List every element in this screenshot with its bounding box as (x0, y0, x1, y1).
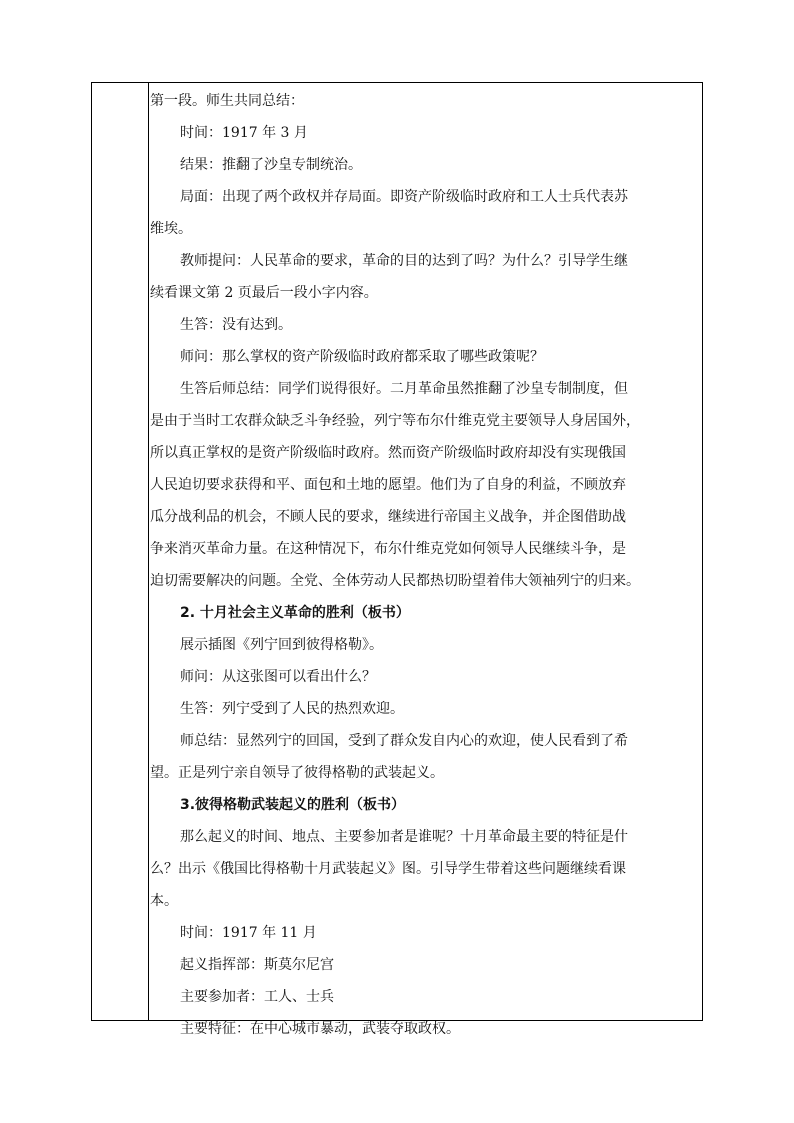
paragraph-line: 迫切需要解决的问题。全党、全体劳动人民都热切盼望着伟大领袖列宁的归来。 (150, 573, 640, 589)
section-heading: 3.彼得格勒武装起义的胜利（板书） (180, 797, 406, 813)
paragraph-line: 本。 (150, 893, 178, 909)
paragraph-line: 望。正是列宁亲自领导了彼得格勒的武装起义。 (150, 765, 444, 781)
paragraph-line: 生答：列宁受到了人民的热烈欢迎。 (180, 701, 404, 717)
paragraph-line: 生答：没有达到。 (180, 317, 292, 333)
paragraph-line: 主要参加者：工人、士兵 (180, 989, 334, 1005)
lesson-content-cell (150, 83, 702, 1037)
paragraph-line: 师总结：显然列宁的回国，受到了群众发自内心的欢迎，使人民看到了希 (180, 733, 628, 749)
paragraph-line: 人民迫切要求获得和平、面包和土地的愿望。他们为了自身的利益，不顾放弃 (150, 477, 626, 493)
paragraph-line: 是由于当时工农群众缺乏斗争经验，列宁等布尔什维克党主要领导人身居国外， (150, 413, 640, 429)
paragraph-line: 时间：1917 年 11 月 (180, 925, 317, 941)
paragraph-line: 起义指挥部：斯莫尔尼宫 (180, 957, 334, 973)
paragraph-line: 第一段。师生共同总结： (150, 93, 304, 109)
lesson-table (91, 82, 703, 1037)
left-column-cell (92, 83, 148, 1020)
paragraph-line: 局面：出现了两个政权并存局面。即资产阶级临时政府和工人士兵代表苏 (180, 189, 628, 205)
paragraph-line: 展示插图《列宁回到彼得格勒》。 (180, 637, 383, 653)
paragraph-line: 师问：从这张图可以看出什么？ (180, 669, 376, 685)
column-divider (148, 83, 149, 1020)
paragraph-line: 那么起义的时间、地点、主要参加者是谁呢？十月革命最主要的特征是什 (180, 829, 628, 845)
paragraph-line: 瓜分战利品的机会，不顾人民的要求，继续进行帝国主义战争，并企图借助战 (150, 509, 626, 525)
paragraph-line: 师问：那么掌权的资产阶级临时政府都采取了哪些政策呢？ (180, 349, 544, 365)
section-heading: 2. 十月社会主义革命的胜利（板书） (180, 605, 410, 621)
paragraph-line: 结果：推翻了沙皇专制统治。 (180, 157, 362, 173)
paragraph-line: 维埃。 (150, 221, 192, 237)
paragraph-line: 争来消灭革命力量。在这种情况下，布尔什维克党如何领导人民继续斗争，是 (150, 541, 626, 557)
paragraph-line: 教师提问：人民革命的要求，革命的目的达到了吗？为什么？引导学生继 (180, 253, 628, 269)
paragraph-line: 时间：1917 年 3 月 (180, 125, 308, 141)
paragraph-line: 主要特征：在中心城市暴动，武装夺取政权。 (180, 1021, 460, 1037)
paragraph-line: 所以真正掌权的是资产阶级临时政府。然而资产阶级临时政府却没有实现俄国 (150, 445, 626, 461)
paragraph-line: 生答后师总结：同学们说得很好。二月革命虽然推翻了沙皇专制制度，但 (180, 381, 628, 397)
paragraph-line: 续看课文第 2 页最后一段小字内容。 (150, 285, 378, 301)
paragraph-line: 么？出示《俄国比得格勒十月武装起义》图。引导学生带着这些问题继续看课 (150, 861, 626, 877)
